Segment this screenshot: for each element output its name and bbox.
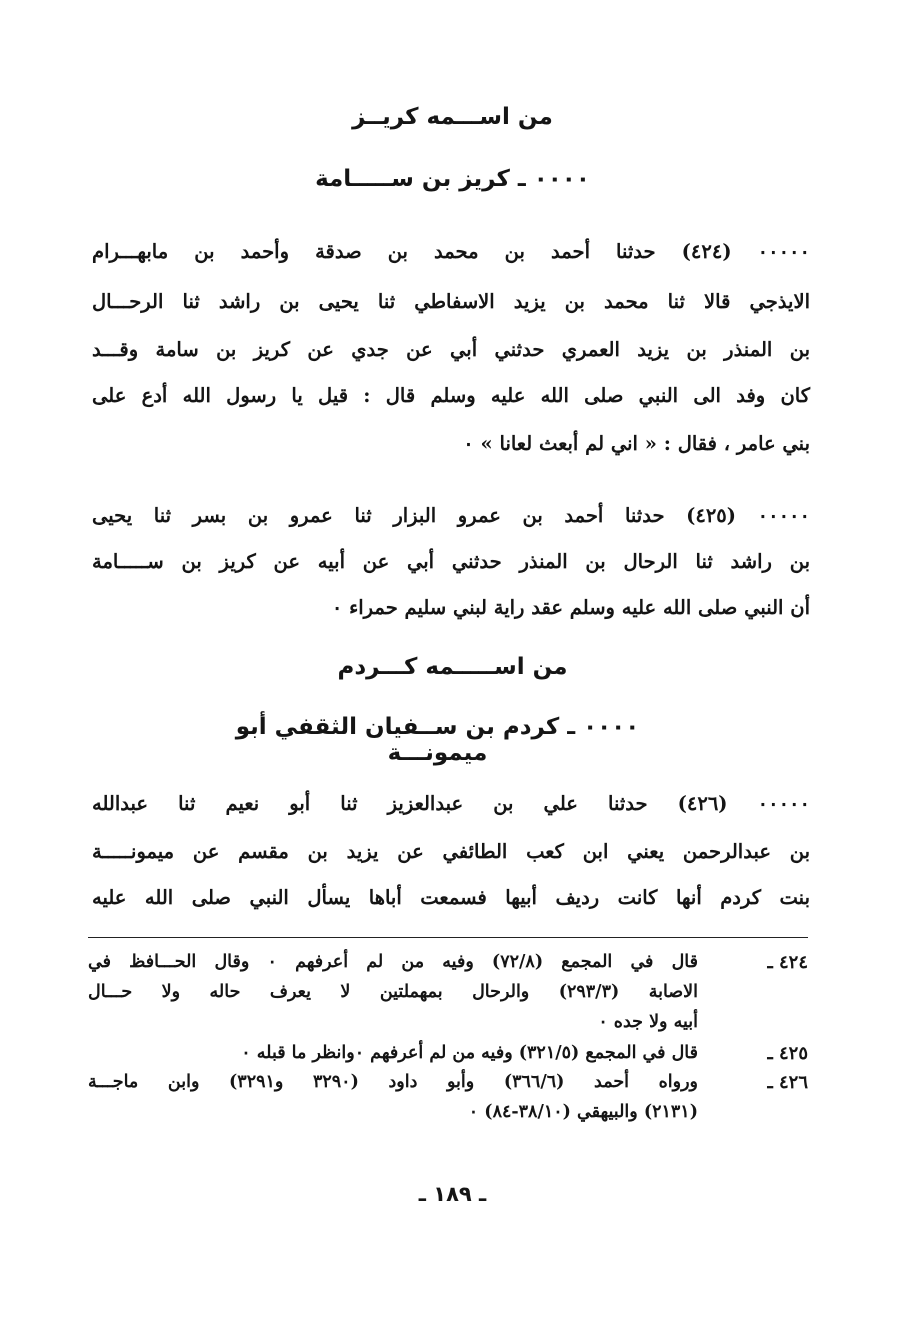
text-line: أن النبي صلى الله عليه وسلم عقد راية لبني سليم حمراء ٠ [331, 596, 810, 619]
text-line: بني عامر ، فقال : « اني لم أبعث لعانا » ٠ [463, 432, 810, 455]
page-number: ـ ١٨٩ ـ [418, 1182, 487, 1206]
entry-heading-kurayz-ibn-samah: ٠٠٠٠ ـ كريز بن ســـــامة [315, 166, 590, 192]
section-heading-kurayz: من اســـمه كريــز [352, 104, 553, 130]
footnote-line: (٢١٣١) والبيهقي (٣٨/١٠-٨٤) ٠ [468, 1102, 698, 1122]
footnote-number: ٤٢٥ ـ [767, 1043, 808, 1064]
footnote-number: ٤٢٤ ـ [767, 952, 808, 973]
text-line: كان وفد الى النبي صلى الله عليه وسلم قال : قيل يا رسول الله أدع على [92, 384, 810, 407]
footnote-line: الاصابة (٢٩٣/٣) والرحال بمهملتين لا يعرف حاله ولا حـــال [88, 982, 698, 1002]
text-line: بنت كردم أنها كانت رديف أبيها فسمعت أباها يسأل النبي صلى الله عليه [92, 886, 810, 909]
footnote-line: قال في المجمع (٧٢/٨) وفيه من لم أعرفهم ٠ وقال الحـــافظ في [88, 952, 698, 972]
section-heading-kardam: من اســـــمه كـــردم [337, 654, 568, 680]
text-line: ٠٠٠٠٠ (٤٢٥) حدثنا أحمد بن عمرو البزار ثنا عمرو بن بسر ثنا يحيى [92, 504, 811, 527]
footnote-line: قال في المجمع (٣٢١/٥) وفيه من لم أعرفهم ٠وانظر ما قبله ٠ [241, 1043, 698, 1063]
text-line: بن المنذر بن يزيد العمري حدثني أبي عن جدي عن كريز بن سامة وقـــد [92, 338, 810, 361]
footnote-number: ٤٢٦ ـ [767, 1072, 808, 1093]
text-line: بن راشد ثنا الرحال بن المنذر حدثني أبي عن أبيه عن كريز بن ســـــامة [92, 550, 811, 573]
footnote-divider [88, 937, 808, 938]
text-line: ٠٠٠٠٠ (٤٢٦) حدثنا علي بن عبدالعزيز ثنا أبو نعيم ثنا عبدالله [92, 792, 810, 815]
entry-heading-kardam-ibn-sufyan: ٠٠٠٠ ـ كردم بن ســفيان الثقفي أبو ميمونـــة [235, 714, 640, 766]
footnote-line: ورواه أحمد (٣٦٦/٦) وأبو داود (٣٢٩٠ و٣٢٩١) وابن ماجـــة [88, 1072, 698, 1092]
text-line: بن عبدالرحمن يعني ابن كعب الطائفي عن يزيد بن مقسم عن ميمونـــــة [92, 840, 810, 863]
text-line: الايذجي قالا ثنا محمد بن يزيد الاسفاطي ثنا يحيى بن راشد ثنا الرحـــال [92, 290, 810, 313]
text-line: ٠٠٠٠٠ (٤٢٤) حدثنا أحمد بن محمد بن صدقة وأحمد بن مابهـــرام [92, 240, 810, 263]
footnote-line: أبيه ولا جده ٠ [598, 1012, 698, 1032]
